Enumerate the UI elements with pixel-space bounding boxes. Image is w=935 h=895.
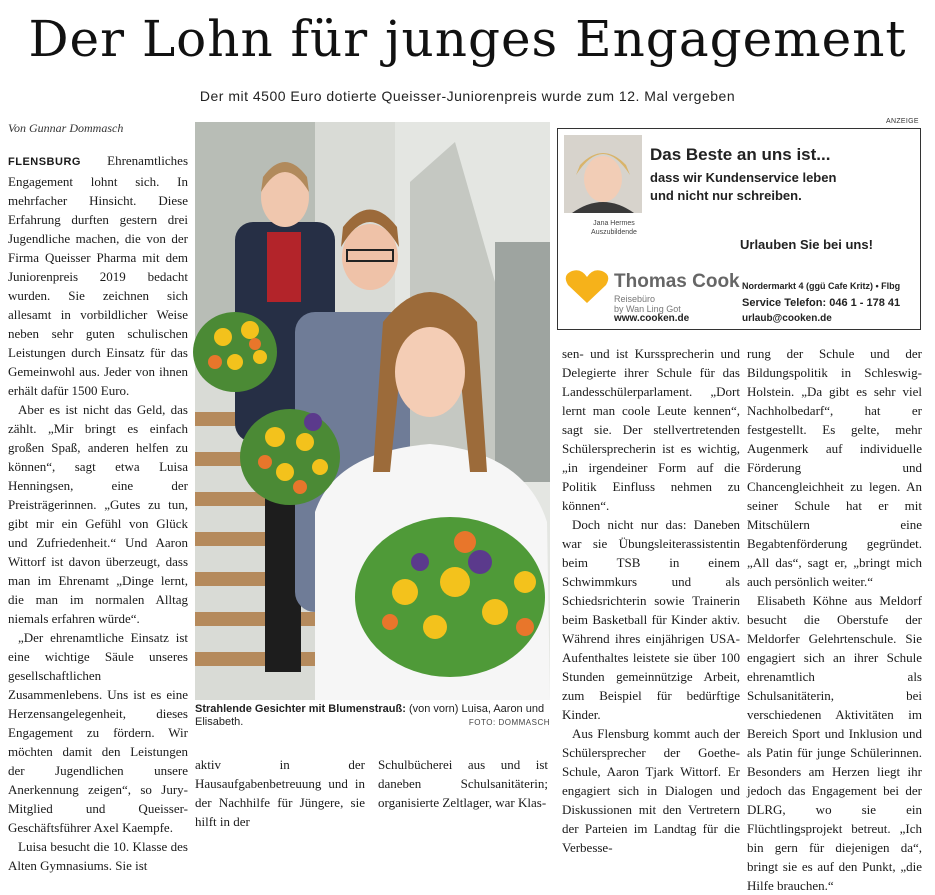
brand-name: Thomas Cook [614,271,740,292]
article-column-5 [747,344,922,893]
ad-website-link[interactable]: www.cooken.de [614,313,690,324]
dateline: FLENSBURG [8,156,81,168]
ad-text: dass wir Kundenservice leben und nicht nur schreiben. [650,170,837,203]
paragraph: Doch nicht nur das: Daneben war sie Übungsleiterassistentin beim TSB in einem Schwimmkurs und als Schiedsrichterin sowie Trainerin beim Basketball für Kinder aktiv. Während ihres einjährigen USA-Aufenthaltes leistete sie über 100 Stunden gemeinnützige Arbeit, zum Beispiel für bedürftige Kinder. [562,517,740,722]
advertisement[interactable] [557,128,921,330]
paragraph: Aus Flensburg kommt auch der Schülersprecher der Goethe-Schule, Aaron Tjark Wittorf. Er engagiert sich in Dialogen und Diskussionen mit den Vertretern der Parteien im Landtag für die Verbesse- [562,726,740,855]
caption-title: Strahlende Gesichter mit Blumenstrauß: [195,703,406,715]
article-column-1 [8,151,188,873]
paragraph: Elisabeth Köhne aus Meldorf besucht die Oberstufe der Meldorfer Gelehrtenschule. Sie engagiert sich an ihrer Schule ehrenamtlich als Schulsanitäterin, bei verschiedenen Aktivitäten im Bereich Sport und Inklusion und als Patin für junge Schülerinnen. Besonders am Herzen liegt ihr jedoch das Engagement bei der DLRG, wo sie ein Flüchtlingsprojekt betreut. „Ich bin gern für diejenigen da“, bringt sie es auf den Punkt, „die Hilfe brauchen.“ [747,593,922,893]
photo-illustration [195,122,550,700]
headline: Der Lohn für junges Engagement [28,10,907,68]
ad-person: Jana Hermes Auszubildende [591,220,637,236]
article-column-2 [195,755,365,829]
paragraph: FLENSBURG Ehrenamtliches Engagement lohnt sich. In mehrfacher Hinsicht. Diese Erfahrung durften gestern drei Jugendliche machen, die von der Firma Queisser Pharma mit dem Juniorenpreis 2019 bedacht wurden. Sie zeichnen sich allesamt in vorbildlicher Weise neben sehr guten schulischen Leistungen durch Einsatz für das Gemeinwohl aus. Jeder von ihnen erhält dafür 1500 Euro. [8,153,188,398]
ad-email-link[interactable]: urlaub@cooken.de [742,313,832,324]
photo-credit: FOTO: DOMMASCH [468,718,550,727]
brand-subtitle: Reisebüro by Wan Ling Got [614,294,681,314]
caption-text: (von vorn) Luisa, Aaron und Elisabeth. [195,703,545,728]
byline: Von Gunnar Dommasch [8,121,124,135]
paragraph: sen- und ist Kurssprecherin und Delegierte ihrer Schule für das Landesschülerparlament. „Dort lernt man coole Leute kennen“, sagt sie. Der stellvertretenden Schülersprecherin ist es wichtig, „in irgendeiner Form auf die Politik Einfluss nehmen zu können“. [562,346,740,513]
ad-label: ANZEIGE [886,118,919,125]
brand-logo [564,269,744,325]
paragraph: „Der ehrenamtliche Einsatz ist eine wichtige Säule unseres gesellschaftlichen Zusammenlebens. Uns ist es eine Herzensangelegenheit, dieses Engagement zu fördern. Wir möchten damit den Leistungen der Jugendlichen unsere Anerkennung zeigen“, so Jury-Mitglied und Queisser-Geschäftsführer Axel Kaempfe. [8,630,188,835]
ad-headline: Das Beste an uns ist... [650,145,831,164]
photo-caption [195,703,550,729]
paragraph: Schulbücherei aus und ist daneben Schulsanitäterin; organisierte Zeltlager, war Klas- [378,757,548,810]
ad-address: Nordermarkt 4 (ggü Cafe Kritz) • Flbg [742,281,901,291]
ad-phone: Service Telefon: 046 1 - 178 41 [742,297,901,309]
paragraph: aktiv in der Hausaufgabenbetreuung und in der Nachhilfe für Jüngere, sie hilft in der [195,757,365,829]
paragraph: rung der Schule und der Bildungspolitik in Schleswig-Holstein. „Da gibt es sehr viel Nachholbedarf“, hat er festgestellt. Es gelte, mehr Augenmerk auf individuelle Förderung und Chancengleichheit zu legen. An seiner Schule hat er mit Mitschülern eine Begabtenförderung gegründet. „All das“, sagt er, „bringt mich auch persönlich weiter.“ [747,346,922,589]
ad-call-to-action: Urlauben Sie bei uns! [740,237,873,252]
subheadline: Der mit 4500 Euro dotierte Queisser-Juniorenpreis wurde zum 12. Mal vergeben [199,88,736,104]
person-photo-icon [564,135,642,213]
avatar [564,135,642,213]
paragraph: Luisa besucht die 10. Klasse des Alten Gymnasiums. Sie ist [8,839,188,873]
paragraph: Aber es ist nicht das Geld, das zählt. „Mir bringt es einfach großen Spaß, anderen helfen zu können“, sagt etwa Luisa Henningsen, eine der Preisträgerinnen. „Gutes zu tun, gibt mir ein Gefühl von Glück und Zufriedenheit.“ Und Aaron Wittorf ist davon überzeugt, dass man im Ehrenamt „Dinge lernt, die man im normalen Alltag niemals erfahren würde“. [8,402,188,626]
article-photo [195,122,550,700]
article-column-4 [562,344,740,855]
article-column-3 [378,755,548,810]
heart-icon [564,269,610,305]
